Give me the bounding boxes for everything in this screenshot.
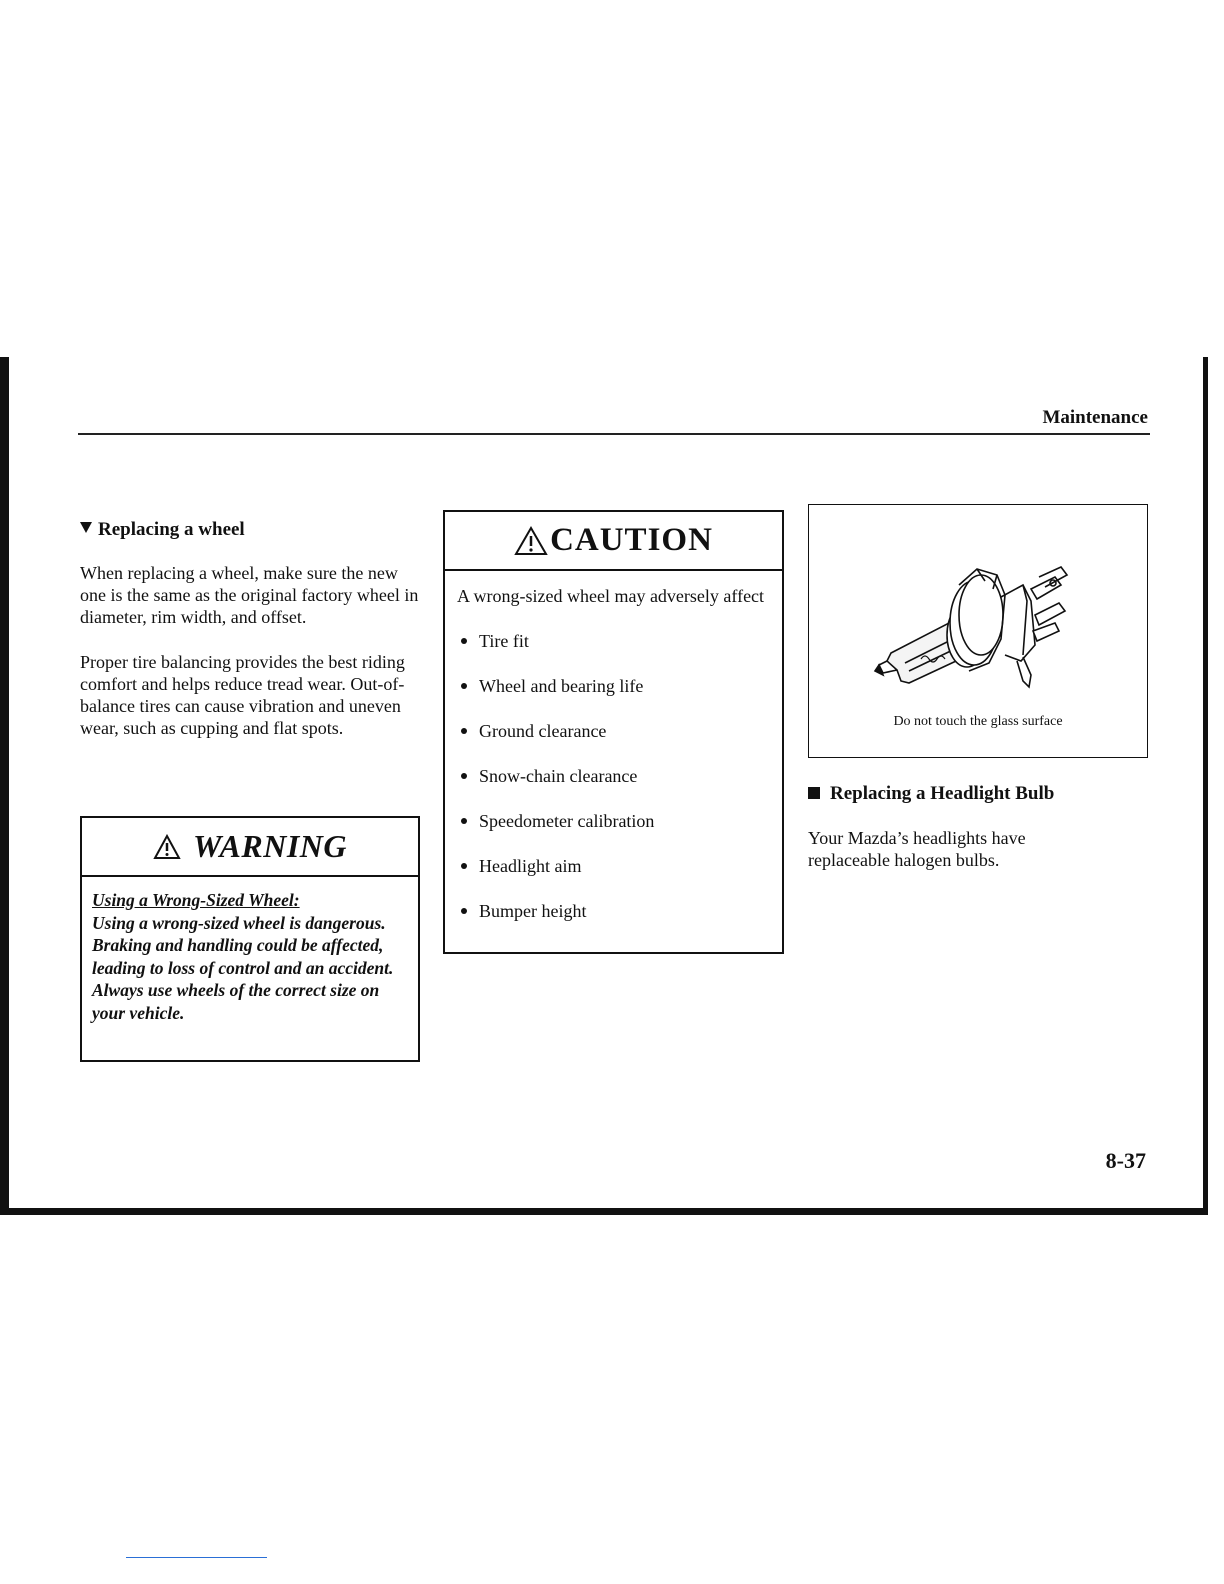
- wheel-paragraph-1: When replacing a wheel, make sure the new one is the same as the original factory wheel in diameter, rim width, and offset.: [80, 563, 419, 627]
- figure-caption: Do not touch the glass surface: [893, 714, 1063, 729]
- caution-body: [445, 571, 782, 922]
- warning-title: WARNING: [192, 828, 348, 864]
- list-item-text: Headlight aim: [479, 856, 582, 876]
- list-item-text: Tire fit: [479, 631, 529, 651]
- bullet-icon: [461, 908, 467, 914]
- page-number: 8-37: [1105, 1148, 1146, 1173]
- caution-box: [443, 510, 784, 954]
- list-item: [457, 720, 770, 742]
- page-frame-right: [1203, 357, 1208, 1215]
- caution-intro: A wrong-sized wheel may adversely affect: [457, 586, 765, 606]
- list-item: [457, 810, 770, 832]
- list-item: [457, 855, 770, 877]
- list-item: [457, 765, 770, 787]
- list-item-text: Speedometer calibration: [479, 811, 655, 831]
- warning-text: Using a wrong-sized wheel is dangerous. Braking and handling could be affected, leading to loss of control and an accident. Always use wheels of the correct size on your vehicle.: [92, 912, 394, 1023]
- section-header: Maintenance: [1042, 407, 1148, 428]
- page-frame-left: [0, 357, 9, 1215]
- list-item-text: Wheel and bearing life: [479, 676, 644, 696]
- wheel-paragraph-2: Proper tire balancing provides the best riding comfort and helps reduce tread wear. Out-of-balance tires can cause vibration and uneven wear, such as cupping and flat spots.: [80, 652, 405, 738]
- footer-link-line: [126, 1557, 267, 1558]
- bulb-figure-box: [808, 504, 1148, 758]
- list-item-text: Ground clearance: [479, 721, 607, 741]
- bullet-icon: [461, 728, 467, 734]
- caution-title-bar: [445, 512, 782, 571]
- headlight-bulb-heading: [808, 782, 1148, 806]
- header-rule: [78, 433, 1150, 435]
- replacing-wheel-heading-text: Replacing a wheel: [98, 519, 245, 540]
- halogen-bulb-illustration: [809, 505, 1147, 705]
- list-item: [457, 630, 770, 652]
- page-frame-bottom: [0, 1208, 1208, 1215]
- headlight-bulb-heading-text: Replacing a Headlight Bulb: [830, 783, 1055, 804]
- warning-box: [80, 816, 420, 1062]
- caution-triangle-icon: [514, 526, 548, 556]
- bullet-icon: [461, 818, 467, 824]
- caution-title: CAUTION: [550, 522, 713, 558]
- bullet-icon: [461, 863, 467, 869]
- triangle-down-icon: [80, 522, 92, 533]
- list-item-text: Snow-chain clearance: [479, 766, 638, 786]
- headlight-bulb-paragraph: Your Mazda’s headlights have replaceable halogen bulbs.: [808, 828, 1026, 870]
- warning-title-bar: [82, 818, 418, 877]
- bullet-icon: [461, 773, 467, 779]
- left-column: [80, 518, 420, 739]
- list-item: [457, 900, 770, 922]
- warning-subtitle: Using a Wrong-Sized Wheel:: [92, 890, 300, 910]
- caution-list: [457, 630, 770, 922]
- warning-triangle-icon: [153, 834, 181, 860]
- replacing-wheel-heading: [80, 518, 420, 542]
- square-bullet-icon: [808, 787, 820, 799]
- list-item-text: Bumper height: [479, 901, 587, 921]
- bullet-icon: [461, 683, 467, 689]
- bullet-icon: [461, 638, 467, 644]
- warning-body: [82, 877, 418, 1024]
- list-item: [457, 675, 770, 697]
